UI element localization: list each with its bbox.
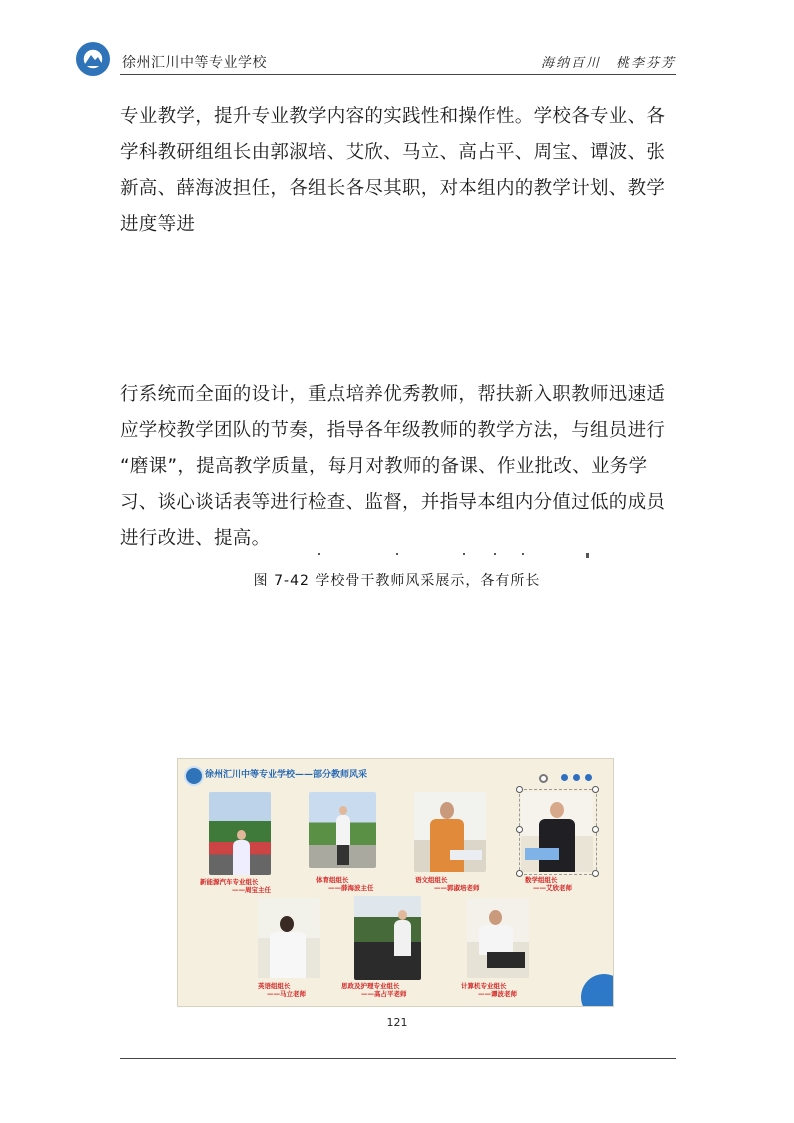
resize-handle[interactable] bbox=[516, 826, 523, 833]
text-line: “磨课”，提高教学质量，每月对教师的备课、作业批改、业务学 bbox=[120, 456, 648, 477]
school-motto: 海纳百川 桃李芬芳 bbox=[540, 56, 676, 71]
teacher-name: ——郭淑培老师 bbox=[434, 884, 480, 892]
poster-title: 徐州汇川中等专业学校——部分教师风采 bbox=[205, 770, 368, 780]
text-line: 专业教学，提升专业教学内容的实践性和操作性。学校各专业、各 bbox=[120, 106, 666, 127]
teacher-photo bbox=[467, 898, 529, 978]
teacher-role: 体育组组长 bbox=[316, 876, 349, 884]
teacher-photo bbox=[414, 792, 486, 872]
footer-divider bbox=[120, 1058, 676, 1059]
teacher-photo bbox=[521, 792, 593, 872]
text-line: 学科教研组组长由郭淑培、艾欣、马立、高占平、周宝、谭波、张 bbox=[120, 142, 666, 163]
teacher-role: 思政及护理专业组长 bbox=[341, 982, 400, 990]
text-line: 进行改进、提高。 bbox=[120, 528, 271, 549]
teacher-name: ——谭波老师 bbox=[478, 990, 517, 998]
teacher-photo bbox=[309, 792, 376, 868]
poster-corner-decoration bbox=[581, 974, 614, 1007]
text-line: 行系统而全面的设计，重点培养优秀教师，帮扶新入职教师迅速适 bbox=[120, 384, 666, 405]
teacher-name: ——马立老师 bbox=[267, 990, 306, 998]
figure-caption: 图 7-42 学校骨干教师风采展示，各有所长 bbox=[253, 573, 541, 589]
teacher-photo bbox=[209, 792, 271, 875]
teacher-photo bbox=[258, 898, 320, 978]
teacher-role: 数学组组长 bbox=[525, 876, 558, 884]
teacher-showcase-poster bbox=[177, 758, 614, 1007]
teacher-role: 新能源汽车专业组长 bbox=[200, 878, 259, 886]
school-logo bbox=[76, 42, 110, 76]
text-line: 应学校教学团队的节奏，指导各年级教师的教学方法，与组员进行 bbox=[120, 420, 666, 441]
text-line: 新高、薛海波担任，各组长各尽其职，对本组内的教学计划、教学 bbox=[120, 178, 666, 199]
page-header bbox=[76, 42, 676, 76]
body-paragraph-2 bbox=[120, 377, 665, 557]
resize-handle[interactable] bbox=[592, 826, 599, 833]
teacher-name: ——艾欣老师 bbox=[533, 884, 572, 892]
resize-handle[interactable] bbox=[516, 870, 523, 877]
school-name: 徐州汇川中等专业学校 bbox=[122, 55, 267, 71]
body-paragraph-1 bbox=[120, 99, 665, 243]
page-number: 121 bbox=[386, 1016, 408, 1029]
teacher-name: ——高占平老师 bbox=[361, 990, 407, 998]
resize-handle[interactable] bbox=[592, 786, 599, 793]
resize-handle[interactable] bbox=[516, 786, 523, 793]
teacher-photo bbox=[354, 896, 421, 980]
text-line: 习、谈心谈话表等进行检查、监督，并指导本组内分值过低的成员 bbox=[120, 492, 666, 513]
scan-artifact bbox=[318, 553, 598, 559]
poster-logo bbox=[184, 766, 204, 786]
teacher-role: 英语组组长 bbox=[258, 982, 291, 990]
teacher-role: 计算机专业组长 bbox=[461, 982, 507, 990]
text-line: 进度等进 bbox=[120, 214, 196, 235]
teacher-role: 语文组组长 bbox=[415, 876, 448, 884]
header-divider bbox=[120, 74, 676, 75]
resize-handle[interactable] bbox=[592, 870, 599, 877]
teacher-name: ——周宝主任 bbox=[232, 886, 271, 894]
poster-decoration bbox=[539, 771, 599, 785]
teacher-name: ——薛海波主任 bbox=[328, 884, 374, 892]
